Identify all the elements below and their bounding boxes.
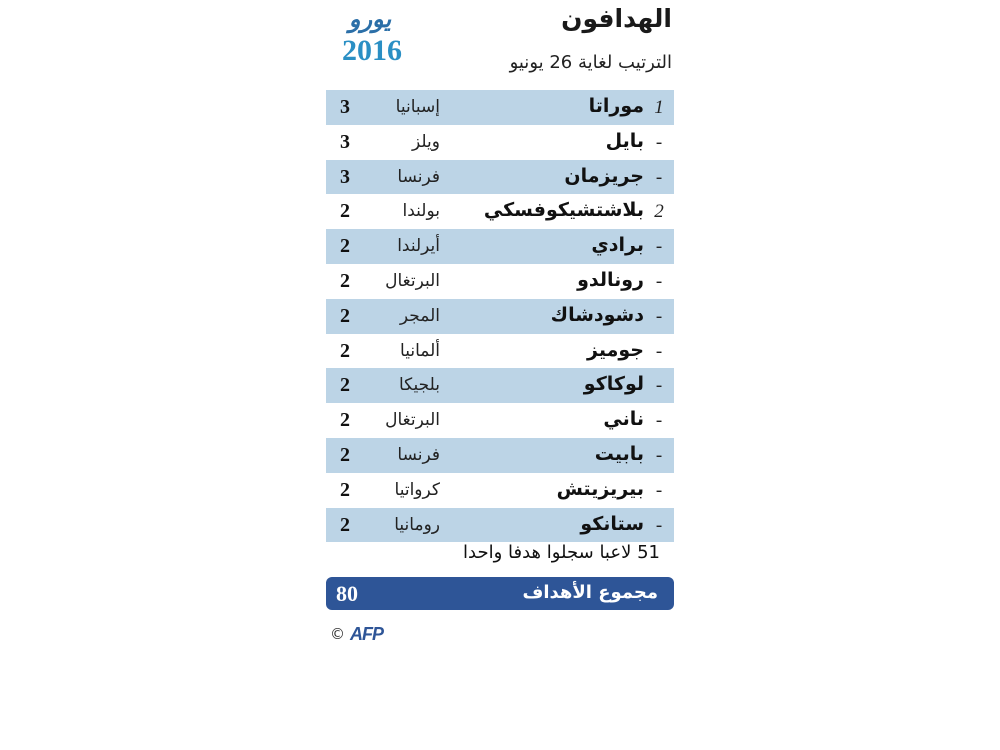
rank-cell: - bbox=[655, 479, 663, 501]
scorers-table bbox=[326, 90, 674, 542]
rank-cell: - bbox=[655, 514, 663, 536]
table-row bbox=[326, 229, 674, 264]
euro-2016-logo bbox=[334, 4, 404, 66]
country-name: البرتغال bbox=[385, 410, 440, 431]
country-name: أيرلندا bbox=[397, 236, 440, 257]
logo-script: يورو bbox=[348, 4, 392, 33]
goals-count: 2 bbox=[340, 304, 350, 327]
player-name: موراتا bbox=[588, 95, 644, 117]
table-row bbox=[326, 125, 674, 160]
country-name: بولندا bbox=[402, 201, 440, 222]
total-goals-bar bbox=[326, 577, 674, 610]
country-name: ويلز bbox=[412, 131, 440, 152]
goals-count: 2 bbox=[340, 269, 350, 292]
country-name: المجر bbox=[399, 305, 440, 326]
table-row bbox=[326, 473, 674, 508]
rank-cell: - bbox=[655, 375, 663, 397]
goals-count: 2 bbox=[340, 409, 350, 432]
total-goals-value: 80 bbox=[336, 581, 358, 606]
logo-year: 2016 bbox=[342, 34, 402, 67]
player-name: بابيت bbox=[594, 442, 644, 465]
player-name: رونالدو bbox=[577, 268, 644, 291]
table-row bbox=[326, 438, 674, 473]
table-row bbox=[326, 508, 674, 543]
rank-cell: - bbox=[655, 410, 663, 432]
player-name: دشودشاك bbox=[550, 303, 644, 326]
player-name: بيريزيتش bbox=[556, 477, 644, 500]
table-row bbox=[326, 299, 674, 334]
goals-count: 2 bbox=[340, 513, 350, 536]
rank-cell: - bbox=[655, 305, 663, 327]
table-row bbox=[326, 334, 674, 369]
player-name: لوكاكو bbox=[583, 373, 644, 396]
rank-cell: - bbox=[655, 166, 663, 188]
rank-cell: - bbox=[655, 270, 663, 292]
table-row bbox=[326, 90, 674, 125]
table-row bbox=[326, 403, 674, 438]
table-row bbox=[326, 264, 674, 299]
country-name: رومانيا bbox=[394, 514, 440, 535]
player-name: بايل bbox=[605, 129, 644, 152]
single-goal-note: 51 لاعبا سجلوا هدفا واحدا bbox=[463, 542, 660, 563]
goals-count: 2 bbox=[340, 235, 350, 258]
table-row bbox=[326, 194, 674, 229]
player-name: ستانكو bbox=[580, 512, 644, 535]
goals-count: 2 bbox=[340, 374, 350, 397]
goals-count: 3 bbox=[340, 96, 350, 118]
country-name: فرنسا bbox=[397, 444, 440, 465]
afp-logo: AFP bbox=[350, 624, 383, 644]
player-name: جريزمان bbox=[564, 164, 644, 187]
copyright-symbol: © bbox=[330, 625, 345, 643]
player-name: برادي bbox=[591, 234, 644, 257]
player-name: بلاشتشيكوفسكي bbox=[483, 199, 644, 222]
rank-cell: - bbox=[655, 444, 663, 466]
table-row bbox=[326, 368, 674, 403]
scorers-infographic bbox=[326, 0, 674, 660]
infographic-title: الهدافون bbox=[561, 4, 672, 33]
country-name: بلجيكا bbox=[398, 375, 440, 396]
afp-credit bbox=[330, 624, 420, 646]
rank-cell: 1 bbox=[654, 97, 664, 118]
goals-count: 3 bbox=[340, 165, 350, 188]
table-row bbox=[326, 160, 674, 195]
rank-cell: - bbox=[655, 131, 663, 153]
goals-count: 2 bbox=[340, 339, 350, 362]
country-name: كرواتيا bbox=[394, 479, 440, 500]
goals-count: 2 bbox=[340, 200, 350, 223]
rank-cell: 2 bbox=[654, 201, 664, 223]
country-name: إسبانيا bbox=[395, 97, 440, 117]
player-name: ناني bbox=[603, 408, 644, 431]
country-name: فرنسا bbox=[397, 166, 440, 187]
goals-count: 2 bbox=[340, 443, 350, 466]
rank-cell: - bbox=[655, 236, 663, 258]
goals-count: 2 bbox=[340, 478, 350, 501]
rank-cell: - bbox=[655, 340, 663, 362]
country-name: ألمانيا bbox=[400, 340, 440, 361]
infographic-subtitle: الترتيب لغاية 26 يونيو bbox=[509, 52, 672, 73]
total-goals-label: مجموع الأهداف bbox=[522, 582, 658, 603]
goals-count: 3 bbox=[340, 130, 350, 153]
country-name: البرتغال bbox=[385, 270, 440, 291]
player-name: جوميز bbox=[587, 338, 644, 361]
